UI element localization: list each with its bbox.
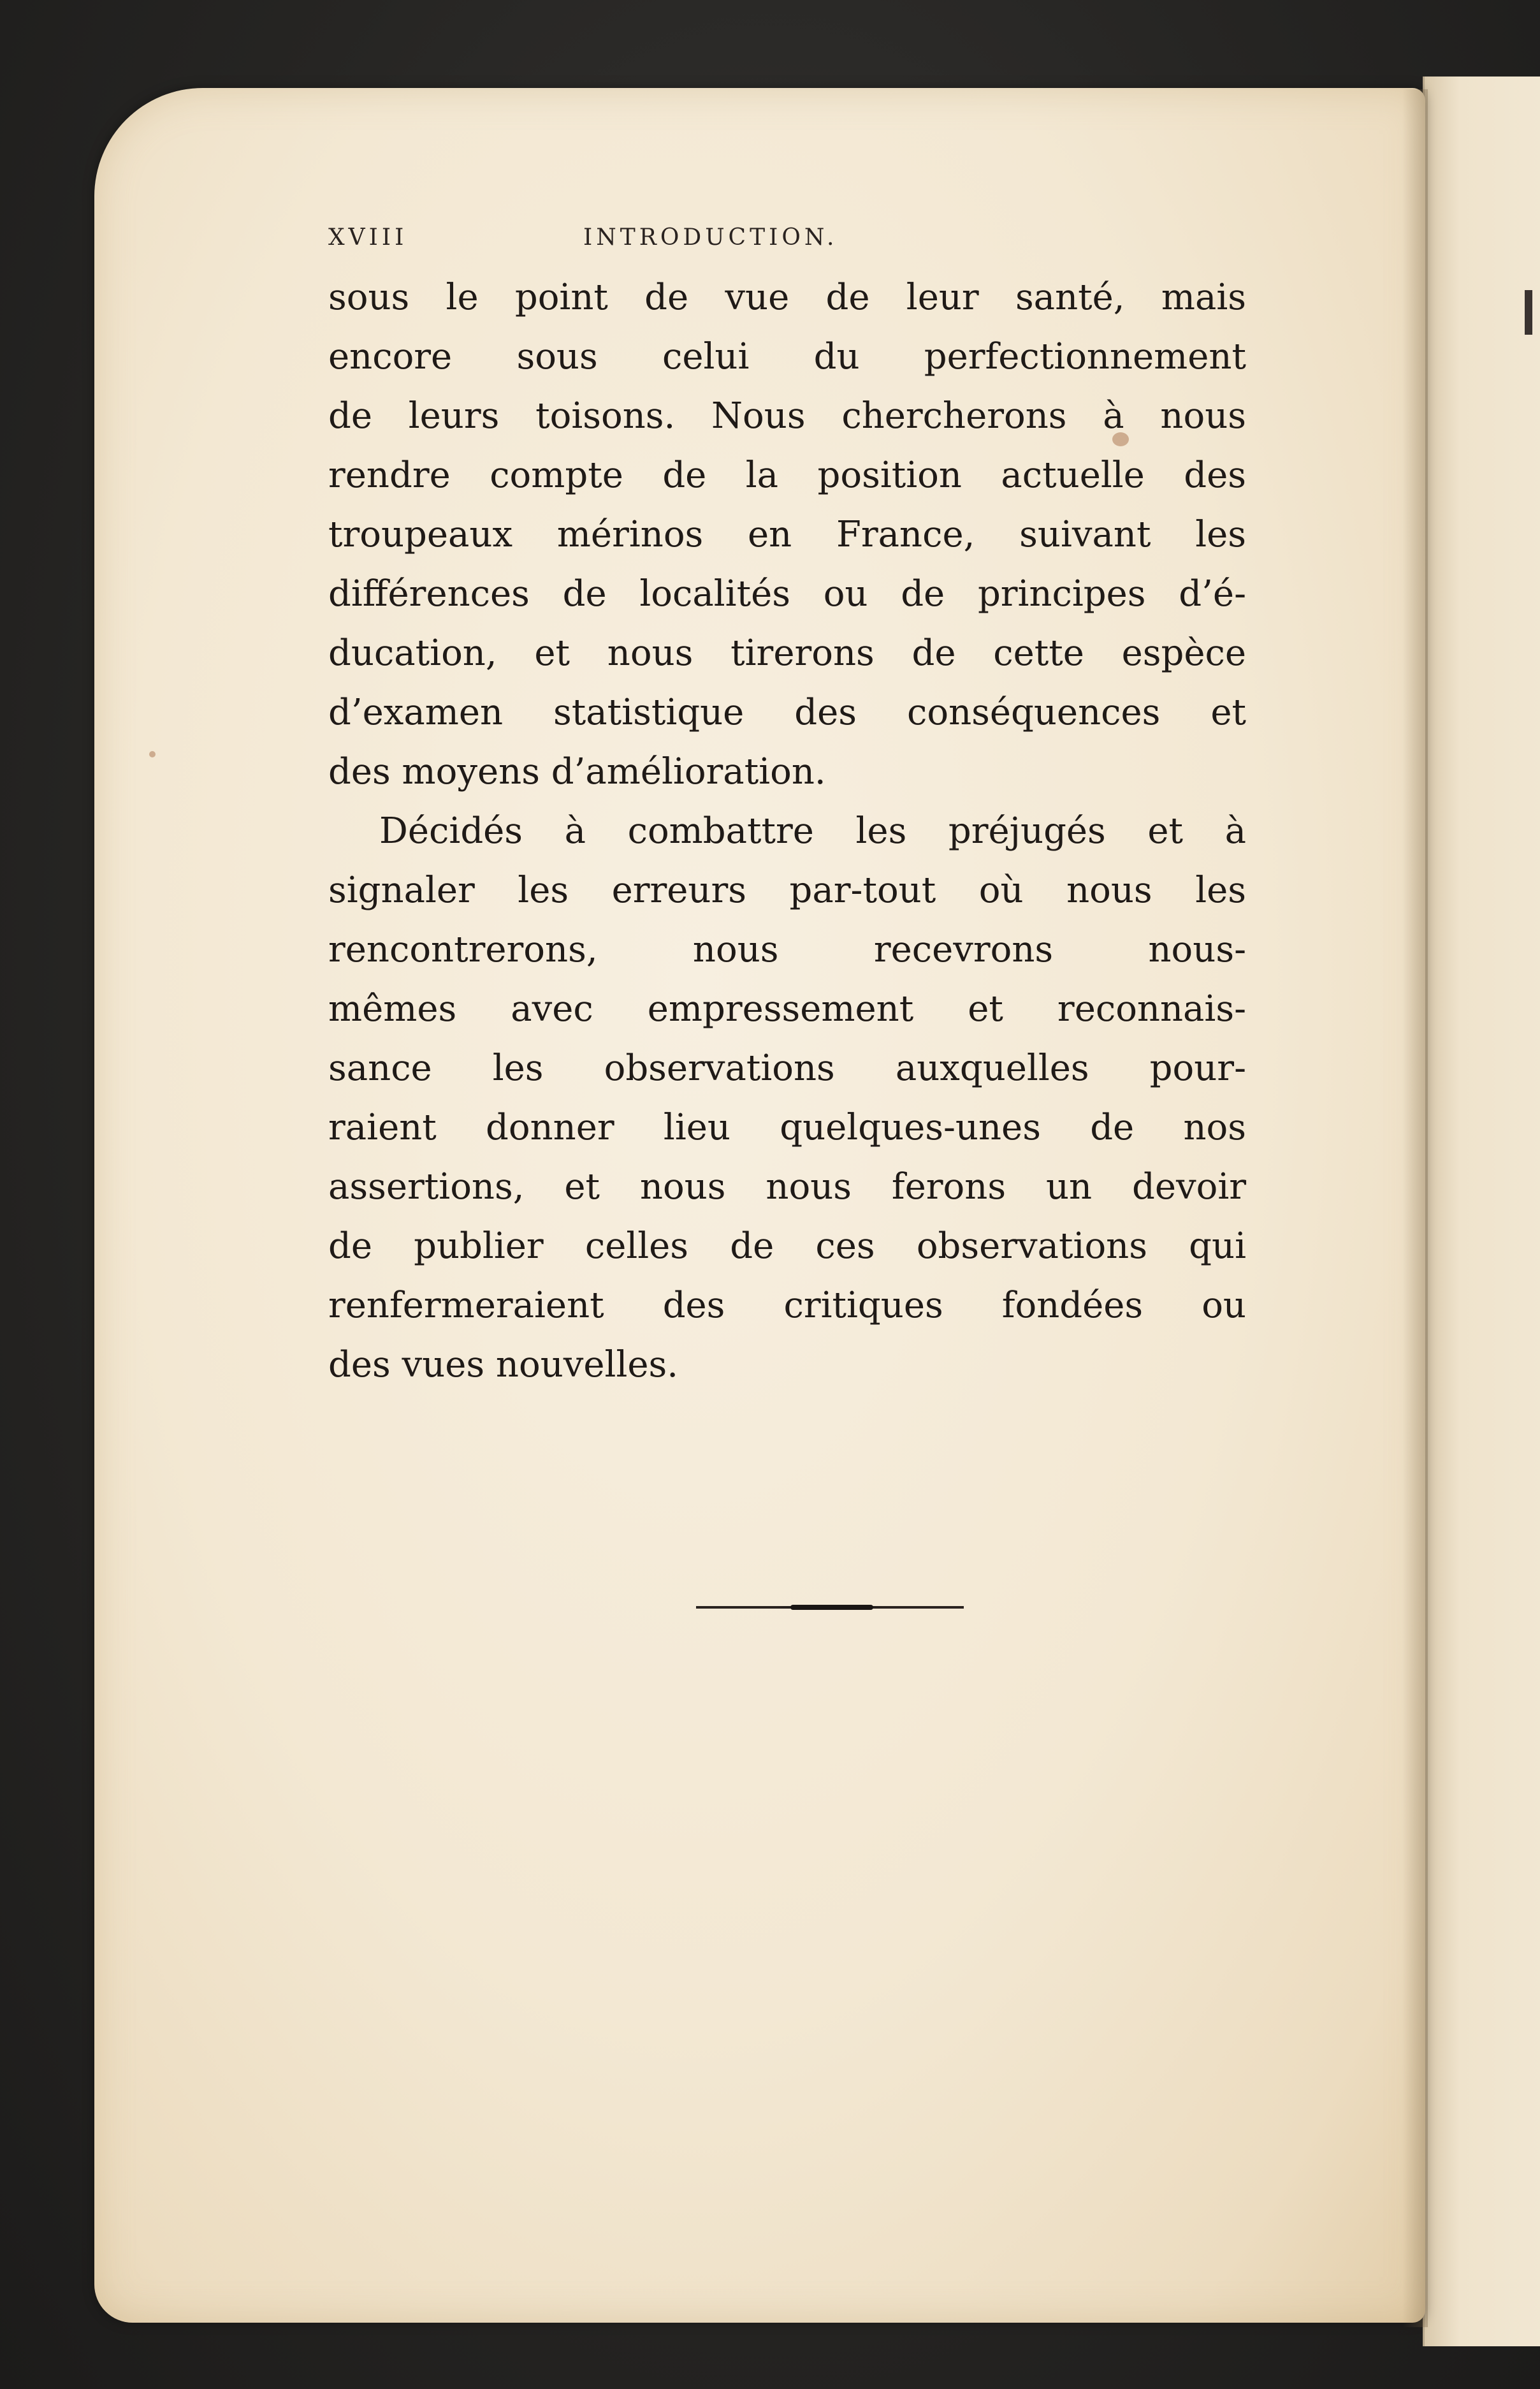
section-divider-rule-center: [790, 1605, 873, 1610]
text-line: sance les observations auxquelles pour-: [328, 1048, 1246, 1089]
text-line: différences de localités ou de principes d’é-: [328, 573, 1246, 615]
text-line: encore sous celui du perfectionnement: [328, 336, 1246, 377]
text-line: ducation, et nous tirerons de cette espèce: [328, 632, 1246, 674]
facing-page-letter-fragment: [1525, 290, 1532, 335]
text-line: d’examen statistique des conséquences et: [328, 692, 1246, 733]
text-line: renfermeraient des critiques fondées ou: [328, 1285, 1246, 1326]
text-line: de publier celles de ces observations qui: [328, 1225, 1246, 1267]
text-line: de leurs toisons. Nous chercherons à nous: [328, 395, 1246, 437]
body-text: [328, 268, 1246, 1394]
paragraph-end-line: des moyens d’amélioration.: [328, 751, 826, 793]
text-line: rendre compte de la position actuelle des: [328, 455, 1246, 496]
text-line: rencontrerons, nous recevrons nous-: [328, 929, 1246, 970]
text-line: raient donner lieu quelques-unes de nos: [328, 1107, 1246, 1148]
text-line: troupeaux mérinos en France, suivant les: [328, 514, 1246, 555]
page-number: XVIII: [328, 224, 408, 251]
text-line: signaler les erreurs par-tout où nous les: [328, 870, 1246, 911]
running-head: [328, 224, 966, 263]
text-line: sous le point de vue de leur santé, mais: [328, 277, 1246, 318]
foxing-spot: [149, 751, 156, 757]
text-line: mêmes avec empressement et reconnais-: [328, 988, 1246, 1030]
text-line: assertions, et nous nous ferons un devoir: [328, 1166, 1246, 1208]
gutter-shadow: [1402, 89, 1428, 2327]
paragraph-end-line: des vues nouvelles.: [328, 1344, 679, 1385]
running-title: INTRODUCTION.: [583, 224, 838, 251]
facing-page-edge: [1423, 77, 1540, 2346]
paragraph-start-line: Décidés à combattre les préjugés et à: [379, 810, 1246, 852]
